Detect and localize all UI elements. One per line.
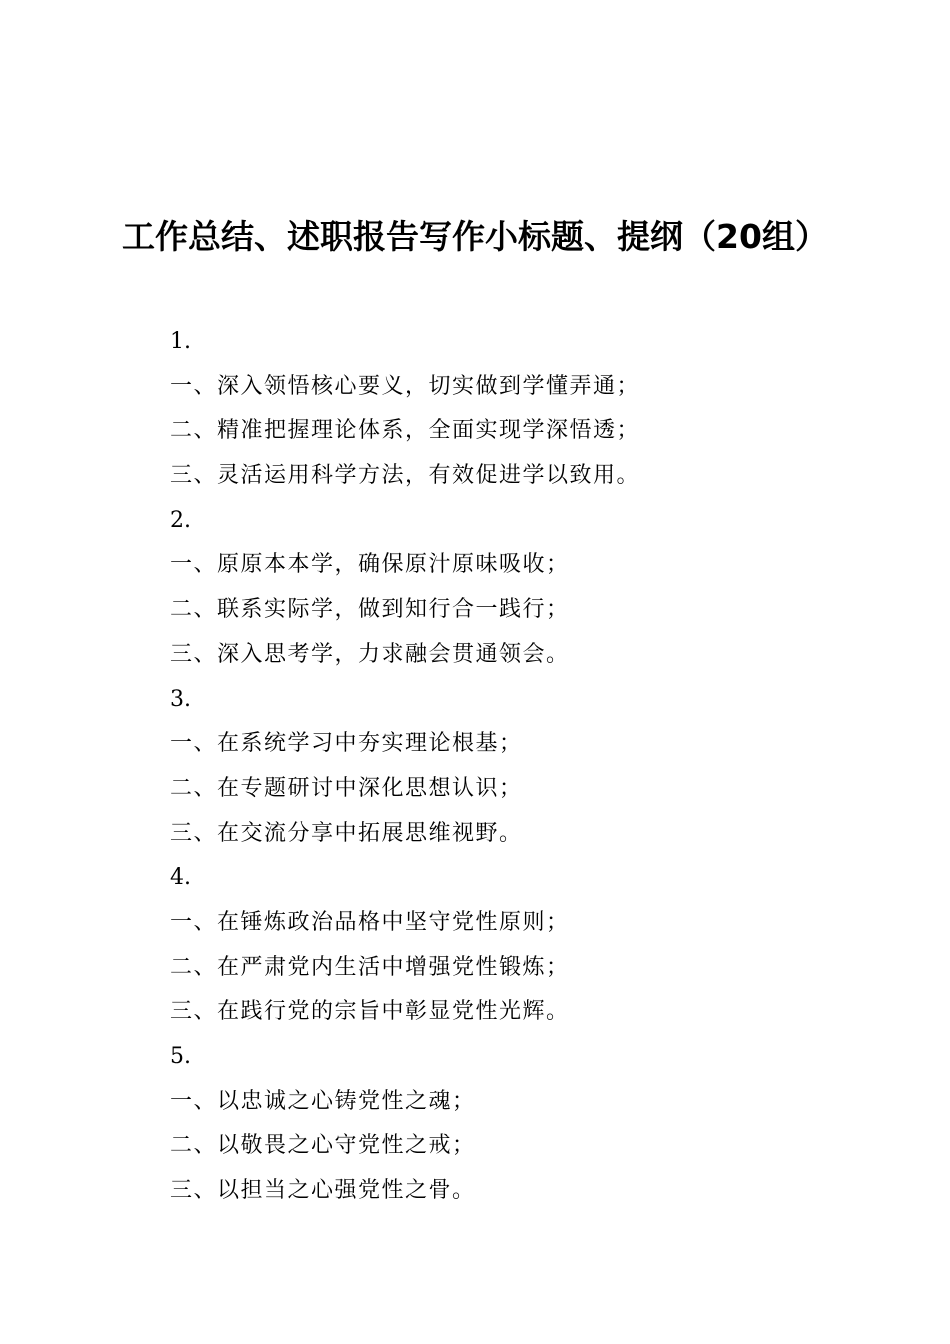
outline-item: 一、在锤炼政治品格中坚守党性原则； (170, 909, 570, 935)
group-number: 2. (170, 507, 191, 533)
outline-item: 二、在严肃党内生活中增强党性锻炼； (170, 954, 570, 980)
outline-group-1 (170, 320, 870, 499)
outline-item: 一、深入领悟核心要义，切实做到学懂弄通； (170, 373, 641, 399)
group-number: 1. (170, 329, 191, 354)
outline-group-2 (170, 499, 870, 678)
outline-item: 三、以担当之心强党性之骨。 (170, 1178, 476, 1204)
outline-item: 一、在系统学习中夯实理论根基； (170, 731, 523, 757)
outline-item: 一、原原本本学，确保原汁原味吸收； (170, 552, 570, 578)
group-number: 3. (170, 686, 191, 712)
outline-item: 三、在践行党的宗旨中彰显党性光辉。 (170, 999, 570, 1025)
group-number: 4. (170, 865, 191, 891)
outline-group-5 (170, 1035, 870, 1214)
document-title: 工作总结、述职报告写作小标题、提纲（20组） (122, 217, 828, 256)
outline-item: 三、灵活运用科学方法，有效促进学以致用。 (170, 463, 641, 489)
outline-item: 三、在交流分享中拓展思维视野。 (170, 820, 523, 846)
outline-group-4 (170, 856, 870, 1035)
document-body (170, 320, 870, 1214)
outline-group-3 (170, 678, 870, 857)
outline-item: 二、以敬畏之心守党性之戒； (170, 1133, 476, 1159)
outline-item: 二、联系实际学，做到知行合一践行； (170, 597, 570, 623)
outline-item: 一、以忠诚之心铸党性之魂； (170, 1088, 476, 1114)
group-number: 5. (170, 1044, 191, 1069)
outline-item: 二、精准把握理论体系，全面实现学深悟透； (170, 418, 641, 444)
outline-item: 二、在专题研讨中深化思想认识； (170, 775, 523, 801)
outline-item: 三、深入思考学，力求融会贯通领会。 (170, 641, 570, 667)
